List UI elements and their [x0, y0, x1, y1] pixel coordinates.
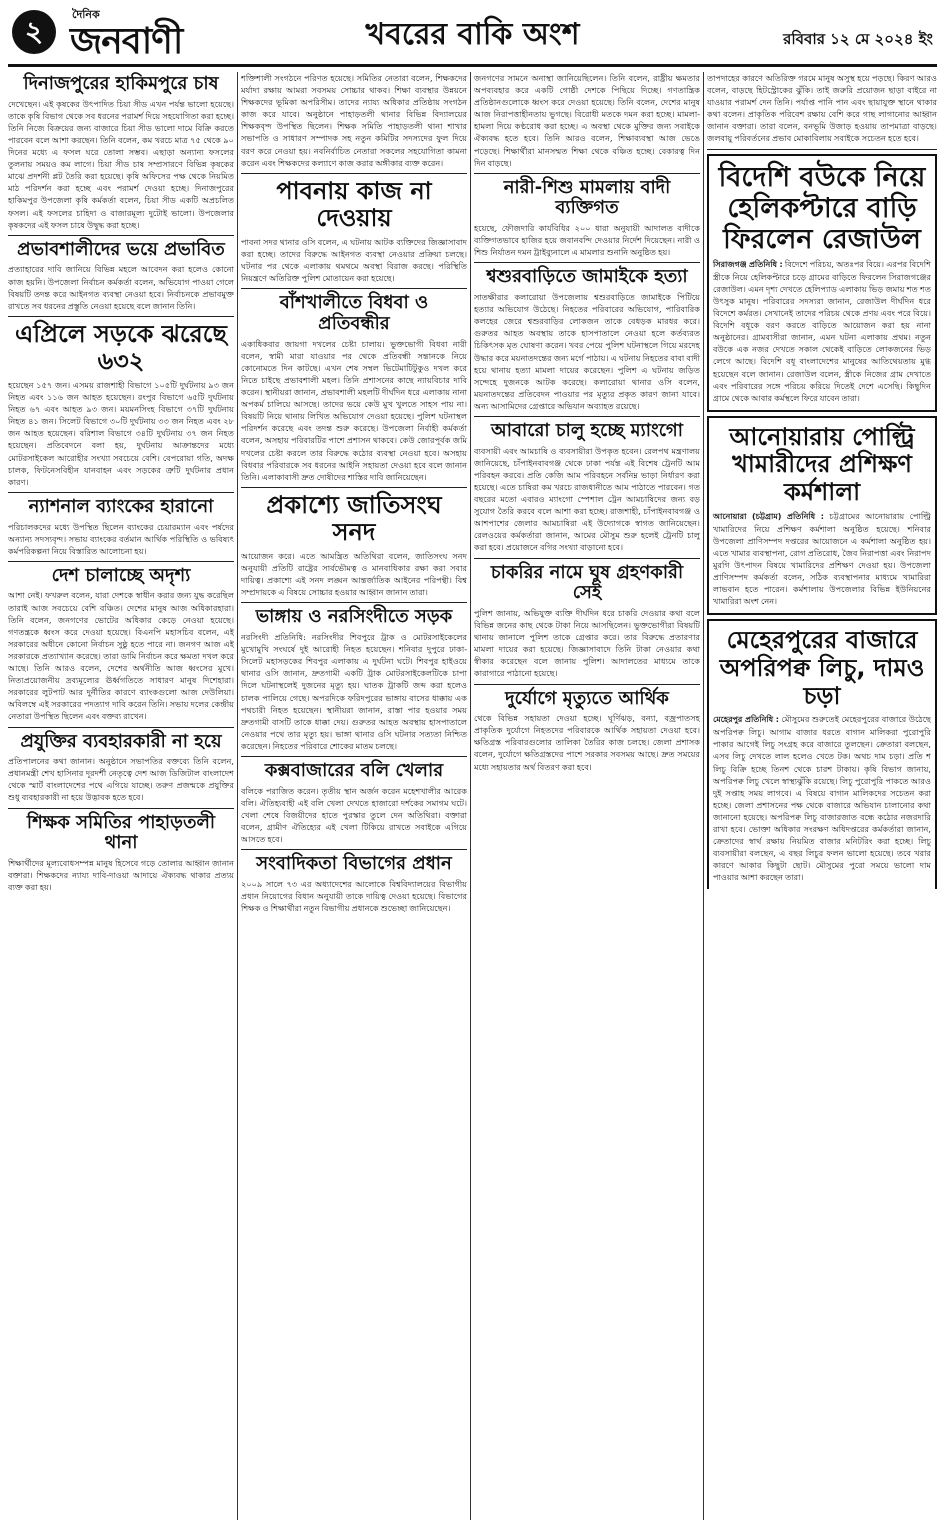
story-text: দেখেছেন। এই কৃষকের উৎপাদিত চিয়া সীড এখন পর্যন্ত ভালো হয়েছে। তাকে কৃষি বিভাগ থেকে সব ধরনের পরামর্শ দিয়ে সহযোগিতা করা হচ্ছে। তিনি নিজে বিক্রয়ের জন্য বাজারে চিয়া সীড ভালো দামে বিক্রি করতে পারবেন বলে আশা করছেন। তিনি বলেন, কম খরচে মাত্র ৭৫ থেকে ৯০ দিনের মধ্যে এ ফসল ঘরে তোলা সম্ভব। এছাড়া অন্যান্য ফসলের তুলনায় সময়ও কম লাগে। চিয়া সীড চাষ সম্প্রসারণে বিভিন্ন কৃষকের মাঝে প্রদর্শনী প্লট তৈরি করা হয়েছে। কৃষি অফিসের পক্ষ থেকে নিয়মিত মাঠ পরিদর্শন করা হচ্ছে এবং পরামর্শ দেওয়া হচ্ছে। দিনাজপুরের হাকিমপুর উপজেলা কৃষি কর্মকর্তা বলেন, চিয়া সীড একটি অপ্রচলিত ফসল। এই ফসলের চাহিদা ও বাজারমূল্য দুটোই ভালো। উপজেলার কৃষকদের এই ফসল চাষে উদ্বুদ্ধ করা হচ্ছে।: [8, 98, 234, 230]
news-story: [241, 492, 467, 604]
news-story: [8, 732, 234, 809]
story-text: জনগণের সামনে অনাস্থা জানিয়েছিলেন। তিনি বলেন, রাষ্ট্রীয় ক্ষমতার অপব্যবহার করে একটি গোষ্ঠী দেশকে পিছিয়ে দিচ্ছে। গণতান্ত্রিক প্রতিষ্ঠানগুলোকে ধ্বংস করে দেওয়া হয়েছে। তিনি বলেন, দেশের মানুষ আজ নিরাপত্তাহীনতায় ভুগছে। বিরোধী মতকে দমন করা হচ্ছে। মামলা-হামলা দিয়ে কণ্ঠরোধ করা হচ্ছে। এ অবস্থা থেকে মুক্তির জন্য সবাইকে ঐক্যবদ্ধ হতে হবে। তিনি আরও বলেন, শিক্ষাব্যবস্থা আজ ভেঙে পড়েছে। শিক্ষার্থীরা মানসম্মত শিক্ষা থেকে বঞ্চিত হচ্ছে। বেকারত্ব দিন দিন বাড়ছে।: [474, 73, 700, 168]
story-headline: প্রযুক্তির ব্যবহারকারী না হয়ে: [20, 730, 222, 752]
story-headline: দিনাজপুরের হাকিমপুরে চাষ: [23, 73, 219, 94]
story-headline: কক্সবাজারের বলি খেলার: [264, 760, 444, 781]
story-body: [241, 550, 467, 598]
news-story: [8, 321, 234, 493]
story-text: আয়োজন করে। এতে আমন্ত্রিত অতিথিরা বলেন, জাতিসংঘ সনদ অনুযায়ী প্রতিটি রাষ্ট্রের সার্বভৌমত্ব ও মানবাধিকার রক্ষা করা সবার দায়িত্ব। প্রকাশ্যে এই সনদ লঙ্ঘন আন্তর্জাতিক আইনের পরিপন্থী। বিশ্ব সম্প্রদায়কে এ বিষয়ে সোচ্চার হওয়ার আহ্বান জানান তারা।: [241, 551, 467, 598]
story-headline: পাবনায় কাজ না দেওয়ায়: [276, 176, 432, 233]
news-story: [474, 72, 700, 174]
story-text: প্রত্যাহারের দাবি জানিয়ে বিভিন্ন মহলে আবেদন করা হলেও কোনো কাজ হয়নি। উপজেলা নির্বাচন কর্মকর্তা বলেন, অভিযোগ পাওয়া গেলে বিষয়টি তদন্ত করে আইনগত ব্যবস্থা নেওয়া হবে। নির্বাচনকে প্রভাবমুক্ত রাখতে সব ধরনের প্রস্তুতি নেওয়া হয়েছে বলে জানান তিনি।: [8, 264, 234, 311]
story-headline: ন্যাশনাল ব্যাংকের হারানো: [28, 495, 214, 517]
story-headline: এপ্রিলে সড়কে ঝরেছে ৬৩২: [15, 319, 227, 376]
section-title: খবরের বাকি অংশ: [365, 17, 580, 52]
news-story: [8, 497, 234, 562]
story-headline: ভাঙ্গায় ও নরসিংদীতে সড়ক: [255, 606, 453, 628]
story-text: পরিচালকদের মধ্যে উপস্থিত ছিলেন ব্যাংকের চেয়ারম্যান এবং পর্ষদের অন্যান্য সদস্যবৃন্দ। সভায় ব্যাংকের বর্তমান আর্থিক পরিস্থিতি ও ভবিষ্যৎ কর্মপরিকল্পনা নিয়ে বিস্তারিত আলোচনা হয়।: [8, 521, 234, 556]
story-body: [474, 291, 700, 412]
story-headline: সংবাদিকতা বিভাগের প্রধান: [256, 853, 452, 875]
story-text: চট্টগ্রামের আনোয়ারায় পোল্ট্রি খামারিদের নিয়ে প্রশিক্ষণ কর্মশালা অনুষ্ঠিত হয়েছে। শনিবার উপজেলা প্রাণিসম্পদ দপ্তরের আয়োজনে এ কর্মশালা অনুষ্ঠিত হয়। এতে খামার ব্যবস্থাপনা, রোগ প্রতিরোধ, জৈব নিরাপত্তা এবং নিরাপদ মুরগি উৎপাদন বিষয়ে খামারিদের প্রশিক্ষণ দেওয়া হয়। উপজেলা প্রাণিসম্পদ কর্মকর্তা বলেন, সঠিক ব্যবস্থাপনার মাধ্যমে খামারিরা লাভবান হতে পারেন। কর্মশালায় উপজেলার বিভিন্ন ইউনিয়নের খামারিরা অংশ নেন।: [713, 510, 931, 607]
story-headline: নারী-শিশু মামলায় বাদী ব্যক্তিগত: [503, 176, 671, 219]
news-story: [8, 74, 234, 236]
story-text: একাধিকবার জায়গা দখলের চেষ্টা চালায়। ভুক্তভোগী বিধবা নারী বলেন, স্বামী মারা যাওয়ার পর থেকে প্রতিবন্ধী সন্তানকে নিয়ে কোনোমতে দিন কাটছে। এখন শেষ সম্বল ভিটেমাটিটুকুও দখল করে নিতে চাইছে প্রভাবশালী মহল। তিনি প্রশাসনের কাছে ন্যায়বিচার দাবি করেন। স্থানীয়রা জানান, প্রভাবশালী মহলটি দীর্ঘদিন ধরে এলাকায় নানা অপকর্ম চালিয়ে আসছে। তাদের ভয়ে কেউ মুখ খুলতে সাহস পায় না। বিষয়টি নিয়ে থানায় লিখিত অভিযোগ দেওয়া হয়েছে। পুলিশ ঘটনাস্থল পরিদর্শন করেছে এবং তদন্ত শুরু করেছে। উপজেলা নির্বাহী কর্মকর্তা বলেন, অসহায় পরিবারটির পাশে প্রশাসন থাকবে। কেউ জোরপূর্বক জমি দখলের চেষ্টা করলে তার বিরুদ্ধে কঠোর ব্যবস্থা নেওয়া হবে। অসহায় বিধবার পরিবারকে সব ধরনের আইনি সহায়তা দেওয়া হবে বলে জানান তিনি। এলাকাবাসী দ্রুত দোষীদের শাস্তির দাবি জানিয়েছেন।: [241, 338, 467, 482]
story-text: মৌসুমের শুরুতেই মেহেরপুরের বাজারে উঠেছে অপরিপক্ব লিচু। আগাম বাজার ধরতে বাগান মালিকরা পুরোপুরি পাকার আগেই লিচু সংগ্রহ করে বাজারে তুলছেন। ক্রেতারা বলছেন, এসব লিচু দেখতে লাল হলেও খেতে টক। অথচ দাম চড়া। প্রতি শ লিচু বিক্রি হচ্ছে তিনশ থেকে চারশ টাকায়। কৃষি বিভাগ জানায়, অপরিপক্ব লিচু খেলে স্বাস্থ্যঝুঁকি রয়েছে। লিচু পুরোপুরি পাকতে আরও দুই সপ্তাহ সময় লাগবে। এ বিষয়ে বাগান মালিকদের সচেতন করা হচ্ছে। জেলা প্রশাসনের পক্ষ থেকে বাজারে অভিযান চালানোর কথা জানানো হয়েছে। অপরিপক্ব লিচু বাজারজাত বন্ধে কঠোর নজরদারি রাখা হবে। ভোক্তা অধিকার সংরক্ষণ অধিদপ্তরের কর্মকর্তারা জানান, ক্রেতাদের স্বার্থ রক্ষায় নিয়মিত বাজার মনিটরিং করা হচ্ছে। লিচু ব্যবসায়ীরা বলছেন, এ বছর লিচুর ফলন ভালো হয়েছে। তবে খরার কারণে আকার কিছুটা ছোট। মৌসুমের পুরো সময়ে ভালো দাম পাওয়ার আশা করছেন তারা।: [713, 714, 931, 883]
news-story: [8, 566, 234, 728]
news-story: [707, 619, 937, 889]
story-text: ২০০৯ সালে ৭৩ এর অধ্যাদেশের আলোকে বিশ্ববিদ্যালয়ের বিভাগীয় প্রধান নিয়োগের বিধান অনুযায়ী তাকে দায়িত্ব দেওয়া হয়েছে। বিভাগের শিক্ষক ও শিক্ষার্থীরা নতুন বিভাগীয় প্রধানকে শুভেচ্ছা জানিয়েছেন।: [241, 878, 467, 914]
news-story: [241, 761, 467, 850]
story-body: [713, 510, 931, 608]
news-story: [474, 421, 700, 559]
news-story: [707, 154, 937, 412]
story-headline: বাঁশখালীতে বিধবা ও প্রতিবন্ধীর: [279, 292, 429, 334]
news-story: [474, 689, 700, 777]
story-headline: প্রকাশ্যে জাতিসংঘ সনদ: [266, 490, 442, 547]
story-body: [707, 72, 937, 145]
column-divider: [470, 72, 471, 1520]
story-headline: শ্বশুরবাড়িতে জামাইকে হত্যা: [486, 266, 688, 288]
column-1: [8, 72, 234, 1520]
story-text: ব্যবসায়ী এবং আমচাষি ও ব্যবসায়ীরা উপকৃত হবেন। রেলপথ মন্ত্রণালয় জানিয়েছে, চাঁপাইনবাবগঞ্জ থেকে ঢাকা পর্যন্ত এই বিশেষ ট্রেনটি আম পরিবহন করবে। প্রতি কেজি আম পরিবহনে সর্বনিম্ন ভাড়া নির্ধারণ করা হয়েছে। এতে চাষিরা কম খরচে রাজধানীতে আম পাঠাতে পারবেন। গত বছরের মতো এবারও ম্যাংগো স্পেশাল ট্রেন আমচাষিদের জন্য বড় সুযোগ তৈরি করবে বলে আশা করা হচ্ছে। রাজশাহী, চাঁপাইনবাবগঞ্জ ও আশপাশের জেলার আমচাষিরা এই উদ্যোগকে স্বাগত জানিয়েছেন। রেলওয়ের কর্মকর্তারা জানান, আমের মৌসুম শুরু হলেই ট্রেনটি চালু করা হবে। প্রয়োজনে বগির সংখ্যা বাড়ানো হবে।: [474, 445, 700, 553]
story-body: [8, 263, 234, 311]
story-body: [713, 258, 931, 404]
story-text: শক্তিশালী সংগঠনে পরিণত হয়েছে। সমিতির নেতারা বলেন, শিক্ষকদের মর্যাদা রক্ষায় আমরা সবসময় সোচ্চার থাকব। শিক্ষা ব্যবস্থার উন্নয়নে শিক্ষকদের ভূমিকা অপরিসীম। তাদের ন্যায্য অধিকার প্রতিষ্ঠায় সংগঠন কাজ করে যাবে। অনুষ্ঠানে পাহাড়তলী থানার বিভিন্ন বিদ্যালয়ের শিক্ষকবৃন্দ উপস্থিত ছিলেন। শিক্ষক সমিতি পাহাড়তলী থানা শাখার সভাপতি ও সাধারণ সম্পাদক সহ নতুন কমিটির সদস্যদের ফুল দিয়ে বরণ করে নেওয়া হয়। নবনির্বাচিত নেতারা সকলের সহযোগিতা কামনা করেন এবং শিক্ষকদের কল্যাণে কাজ করার অঙ্গীকার ব্যক্ত করেন।: [241, 73, 467, 168]
story-text: বিদেশে পরিচয়, অতঃপর বিয়ে। এরপর বিদেশি স্ত্রীকে নিয়ে হেলিকপ্টারে চড়ে গ্রামের বাড়িতে ফিরলেন সিরাজগঞ্জের রেজাউল। এমন দৃশ্য দেখতে হেলিপ্যাড এলাকায় ভিড় জমায় শত শত উৎসুক মানুষ। পরিবারের সদস্যরা জানান, রেজাউল দীর্ঘদিন ধরে বিদেশে কর্মরত। সেখানেই তাদের পরিচয় থেকে প্রণয় এবং পরে বিয়ে। বিদেশি বধূকে বরণ করতে বাড়িতে আয়োজন করা হয় নানা অনুষ্ঠানের। গ্রামবাসীরা জানান, এমন ঘটনা এলাকায় প্রথম। নতুন বউকে এক নজর দেখতে সকাল থেকেই বাড়িতে লোকজনের ভিড় লেগে আছে। বিদেশি বধূ বাংলাদেশের মানুষের আতিথেয়তায় মুগ্ধ হয়েছেন বলে জানান। রেজাউল বলেন, স্ত্রীকে নিজের গ্রাম দেখাতে এবং পরিবারের সঙ্গে পরিচয় করিয়ে দিতেই দেশে এসেছি। কিছুদিন গ্রামে থেকে আবার কর্মস্থলে ফিরে যাবেন তারা।: [713, 258, 931, 403]
story-body: [241, 236, 467, 284]
story-body: [241, 338, 467, 483]
story-text: হয়েছে, ফৌজদারি কার্যবিধির ২০০ ধারা অনুযায়ী আদালত বাদীকে ব্যক্তিগতভাবে হাজির হয়ে জবানবন্দি দেওয়ার নির্দেশ দিয়েছেন। নারী ও শিশু নির্যাতন দমন ট্রাইব্যুনালে এ মামলার শুনানি অনুষ্ঠিত হয়।: [474, 223, 700, 258]
story-body: [474, 222, 700, 258]
column-divider: [703, 72, 704, 1520]
story-text: সাতক্ষীরার কলারোয়া উপজেলায় শ্বশুরবাড়িতে জামাইকে পিটিয়ে হত্যার অভিযোগ উঠেছে। নিহতের পরিবারের অভিযোগ, পারিবারিক কলহের জেরে শ্বশুরবাড়ির লোকজন তাকে বেধড়ক মারধর করে। গুরুতর আহত অবস্থায় তাকে হাসপাতালে নেওয়া হলে কর্তব্যরত চিকিৎসক মৃত ঘোষণা করেন। খবর পেয়ে পুলিশ ঘটনাস্থলে গিয়ে মরদেহ উদ্ধার করে ময়নাতদন্তের জন্য মর্গে পাঠায়। এ ঘটনায় নিহতের বাবা বাদী হয়ে থানায় হত্যা মামলা দায়ের করেছেন। পুলিশ এ ঘটনায় জড়িত সন্দেহে দুজনকে আটক করেছে। কলারোয়া থানার ওসি বলেন, ময়নাতদন্তের প্রতিবেদন পাওয়ার পর মৃত্যুর প্রকৃত কারণ জানা যাবে। অন্য আসামিদের গ্রেপ্তারে অভিযান অব্যাহত রয়েছে।: [474, 292, 700, 411]
story-body: [474, 607, 700, 680]
story-text: বলিকে পরাজিত করেন। তৃতীয় স্থান অর্জন করেন মহেশখালীর আরেক বলি। ঐতিহ্যবাহী এই বলি খেলা দেখতে হাজারো দর্শকের সমাগম ঘটে। খেলা শেষে বিজয়ীদের হাতে পুরস্কার তুলে দেন অতিথিরা। বক্তারা বলেন, গ্রামীণ ঐতিহ্যের এই খেলা টিকিয়ে রাখতে সবাইকে এগিয়ে আসতে হবে।: [241, 785, 467, 845]
story-body: [241, 878, 467, 914]
story-text: পুলিশ জানায়, অভিযুক্ত ব্যক্তি দীর্ঘদিন ধরে চাকরি দেওয়ার কথা বলে বিভিন্ন জনের কাছ থেকে টাকা নিয়ে আসছিলেন। ভুক্তভোগীরা বিষয়টি থানায় জানালে পুলিশ তাকে গ্রেপ্তার করে। তার বিরুদ্ধে প্রতারণার মামলা দায়ের করা হয়েছে। জিজ্ঞাসাবাদে তিনি টাকা নেওয়ার কথা স্বীকার করেছেন বলে জানায় পুলিশ। আদালতের মাধ্যমে তাকে কারাগারে পাঠানো হয়েছে।: [474, 607, 700, 679]
story-headline: আনোয়ারায় পোল্ট্রি খামারীদের প্রশিক্ষণ কর্মশালা: [729, 422, 915, 507]
logo-daily-label: দৈনিক: [72, 8, 100, 21]
column-2: [241, 72, 467, 1520]
story-byline: সিরাজগঞ্জ প্রতিনিধি :: [713, 259, 783, 269]
news-story: [8, 240, 234, 317]
masthead: [8, 6, 937, 62]
story-headline: মেহেরপুরের বাজারে অপরিপক্ব লিচু, দামও চড়া: [719, 626, 925, 710]
news-story: [241, 178, 467, 290]
story-headline: দুর্যোগে মৃত্যুতে আর্থিক: [505, 687, 669, 709]
column-3: [474, 72, 700, 1520]
news-story: [474, 178, 700, 264]
story-body: [241, 785, 467, 845]
news-story: [241, 607, 467, 757]
issue-date: রবিবার ১২ মে ২০২৪ ইং: [783, 30, 933, 48]
story-headline: প্রভাবশালীদের ভয়ে প্রভাবিত: [17, 238, 225, 260]
news-story: [241, 854, 467, 918]
story-body: [241, 72, 467, 169]
story-body: [8, 857, 234, 893]
story-byline: মেহেরপুর প্রতিনিধি :: [713, 715, 779, 725]
masthead-rule: [8, 64, 937, 67]
story-headline: শিক্ষক সমিতির পাহাড়তলী থানা: [26, 811, 216, 854]
story-body: [474, 712, 700, 772]
news-story: [474, 563, 700, 685]
story-body: [474, 445, 700, 554]
story-body: [8, 755, 234, 803]
story-headline: চাকরির নামে ঘুষ গ্রহণকারী সেই: [490, 561, 684, 604]
story-byline: আনোয়ারা (চট্টগ্রাম) প্রতিনিধি :: [713, 511, 824, 521]
news-story: [474, 267, 700, 417]
story-headline: বিদেশি বউকে নিয়ে হেলিকপ্টারে বাড়ি ফিরলেন রেজাউল: [718, 161, 926, 255]
story-text: থেকে বিভিন্ন সহায়তা দেওয়া হচ্ছে। ঘূর্ণিঝড়, বন্যা, বজ্রপাতসহ প্রাকৃতিক দুর্যোগে নিহতদের পরিবারকে আর্থিক সহায়তা দেওয়া হবে। ক্ষতিগ্রস্ত পরিবারগুলোর তালিকা তৈরির কাজ চলছে। জেলা প্রশাসক বলেন, দুর্যোগে ক্ষতিগ্রস্তদের পাশে সরকার সবসময় আছে। দ্রুত সময়ের মধ্যে সহায়তার অর্থ বিতরণ করা হবে।: [474, 713, 700, 772]
story-text: হয়েছেন ১৫৭ জন। এসময় রাজশাহী বিভাগে ১০৫টি দুর্ঘটনায় ৯৩ জন নিহত এবং ১১৬ জন আহত হয়েছেন। রংপুর বিভাগে ৬৫টি দুর্ঘটনায় নিহত ৬৭ এবং আহত ৯৩ জন। ময়মনসিংহ বিভাগে ৩৭টি দুর্ঘটনায় নিহত ৪১ জন। সিলেট বিভাগে ৩০টি দুর্ঘটনায় ৩৩ জন নিহত এবং ২৮ জন আহত হয়েছেন। বরিশাল বিভাগে ৩৪টি দুর্ঘটনায় ৩৭ জন নিহত হয়েছেন। প্রতিবেদনে বলা হয়, দুর্ঘটনায় আক্রান্তদের মধ্যে মোটরসাইকেল আরোহীর সংখ্যা সবচেয়ে বেশি। বেপরোয়া গতি, অদক্ষ চালক, ফিটনেসবিহীন যানবাহন এবং সড়কের ত্রুটি দুর্ঘটনার প্রধান কারণ।: [8, 379, 234, 487]
story-body: [8, 521, 234, 557]
news-story: [241, 72, 467, 174]
news-story: [707, 72, 937, 150]
story-body: [474, 72, 700, 169]
story-body: [8, 589, 234, 722]
news-story: [241, 293, 467, 488]
column-4: [707, 72, 937, 1520]
story-headline: আবারো চালু হচ্ছে ম্যাংগো: [491, 420, 683, 442]
news-story: [707, 416, 937, 616]
column-divider: [237, 72, 238, 1520]
story-text: তাপদাহের কারণে অতিরিক্ত গরমে মানুষ অসুস্থ হয়ে পড়ছে। কিরণ আরও বলেন, বাড়ছে হিটস্ট্রোকের ঝুঁকি। তাই জরুরি প্রয়োজন ছাড়া বাইরে না যাওয়ার পরামর্শ দেন তিনি। পর্যাপ্ত পানি পান এবং ছায়াযুক্ত স্থানে থাকার কথা বলেন। প্রাকৃতিক পরিবেশ রক্ষায় বেশি করে গাছ লাগানোর আহ্বান জানান বক্তারা। তারা বলেন, বনভূমি উজাড় হওয়ায় তাপমাত্রা বাড়ছে। জলবায়ু পরিবর্তনের প্রভাব মোকাবিলায় সবাইকে সচেতন হতে হবে।: [707, 73, 937, 144]
story-body: [241, 631, 467, 752]
news-story: [8, 813, 234, 898]
story-body: [8, 98, 234, 231]
story-text: প্রতিপালনের কথা জানান। অনুষ্ঠানে সভাপতির বক্তব্যে তিনি বলেন, প্রধানমন্ত্রী শেখ হাসিনার দূরদর্শী নেতৃত্বে দেশ আজ ডিজিটাল বাংলাদেশ থেকে স্মার্ট বাংলাদেশের পথে এগিয়ে যাচ্ছে। তরুণ প্রজন্মকে প্রযুক্তির শুধু ব্যবহারকারী না হয়ে উদ্ভাবক হতে হবে।: [8, 756, 234, 803]
story-text: নরসিংদী প্রতিনিধি: নরসিংদীর শিবপুরে ট্রাক ও মোটরসাইকেলের মুখোমুখি সংঘর্ষে দুই আরোহী নিহত হয়েছেন। শনিবার দুপুরে ঢাকা-সিলেট মহাসড়কের শিবপুর এলাকায় এ দুর্ঘটনা ঘটে। শিবপুর হাইওয়ে থানার ওসি জানান, দ্রুতগামী একটি ট্রাক মোটরসাইকেলটিকে চাপা দিলে ঘটনাস্থলেই দুজনের মৃত্যু হয়। ঘাতক ট্রাকটি জব্দ করা হলেও চালক পালিয়ে গেছে। অপরদিকে ফরিদপুরের ভাঙ্গায় বাসের ধাক্কায় এক পথচারী নিহত হয়েছেন। স্থানীয়রা জানান, রাস্তা পার হওয়ার সময় দ্রুতগামী বাসটি তাকে ধাক্কা দেয়। গুরুতর আহত অবস্থায় হাসপাতালে নেওয়ার পথে তার মৃত্যু হয়। ভাঙ্গা থানার ওসি ঘটনার সত্যতা নিশ্চিত করেছেন। নিহতের পরিবারে শোকের মাতম চলছে।: [241, 632, 467, 751]
story-body: [8, 379, 234, 488]
paper-name: জনবাণী: [70, 21, 183, 62]
story-headline: দেশ চালাচ্ছে অদৃশ্য: [51, 564, 191, 586]
story-text: পাবনা সদর থানার ওসি বলেন, এ ঘটনায় আটক ব্যক্তিদের জিজ্ঞাসাবাদ করা হচ্ছে। তাদের বিরুদ্ধে আইনগত ব্যবস্থা নেওয়ার প্রক্রিয়া চলছে। ঘটনার পর থেকে এলাকায় থমথমে অবস্থা বিরাজ করছে। পরিস্থিতি নিয়ন্ত্রণে অতিরিক্ত পুলিশ মোতায়েন করা হয়েছে।: [241, 236, 467, 284]
story-body: [713, 713, 931, 883]
story-text: আশা নেই। ফখরুল বলেন, যারা দেশকে স্বাধীন করার জন্য যুদ্ধ করেছিল তারাই আজ সবচেয়ে বেশি বঞ্চিত। দেশের মানুষ আজ অধিকারহারা। তিনি বলেন, জনগণের ভোটের অধিকার কেড়ে নেওয়া হয়েছে। গণতন্ত্রকে ধ্বংস করে দেওয়া হয়েছে। বিএনপি মহাসচিব বলেন, এই সরকারের অধীনে কোনো নির্বাচন সুষ্ঠু হতে পারে না। জনগণ আজ এই সরকারকে প্রত্যাখ্যান করেছে। তারা ডামি নির্বাচন করে ক্ষমতা দখল করে আছে। তিনি আরও বলেন, দেশের অর্থনীতি আজ ধ্বংসের মুখে। নিত্যপ্রয়োজনীয় দ্রব্যমূল্যের ঊর্ধ্বগতিতে সাধারণ মানুষ দিশেহারা। সরকারের লুটপাট আর দুর্নীতির কারণে ব্যাংকগুলো আজ দেউলিয়া। অবিলম্বে এই সরকারের পদত্যাগ দাবি করেন তিনি। সভায় দলের কেন্দ্রীয় নেতারা উপস্থিত ছিলেন এবং বক্তব্য রাখেন।: [8, 590, 234, 722]
story-text: শিক্ষার্থীদের মূল্যবোধসম্পন্ন মানুষ হিসেবে গড়ে তোলার আহ্বান জানান বক্তারা। শিক্ষকদের ন্যায্য দাবি-দাওয়া আদায়ে ঐক্যবদ্ধ থাকার প্রত্যয় ব্যক্ত করা হয়।: [8, 857, 234, 893]
page-number-badge: ২: [12, 10, 56, 54]
